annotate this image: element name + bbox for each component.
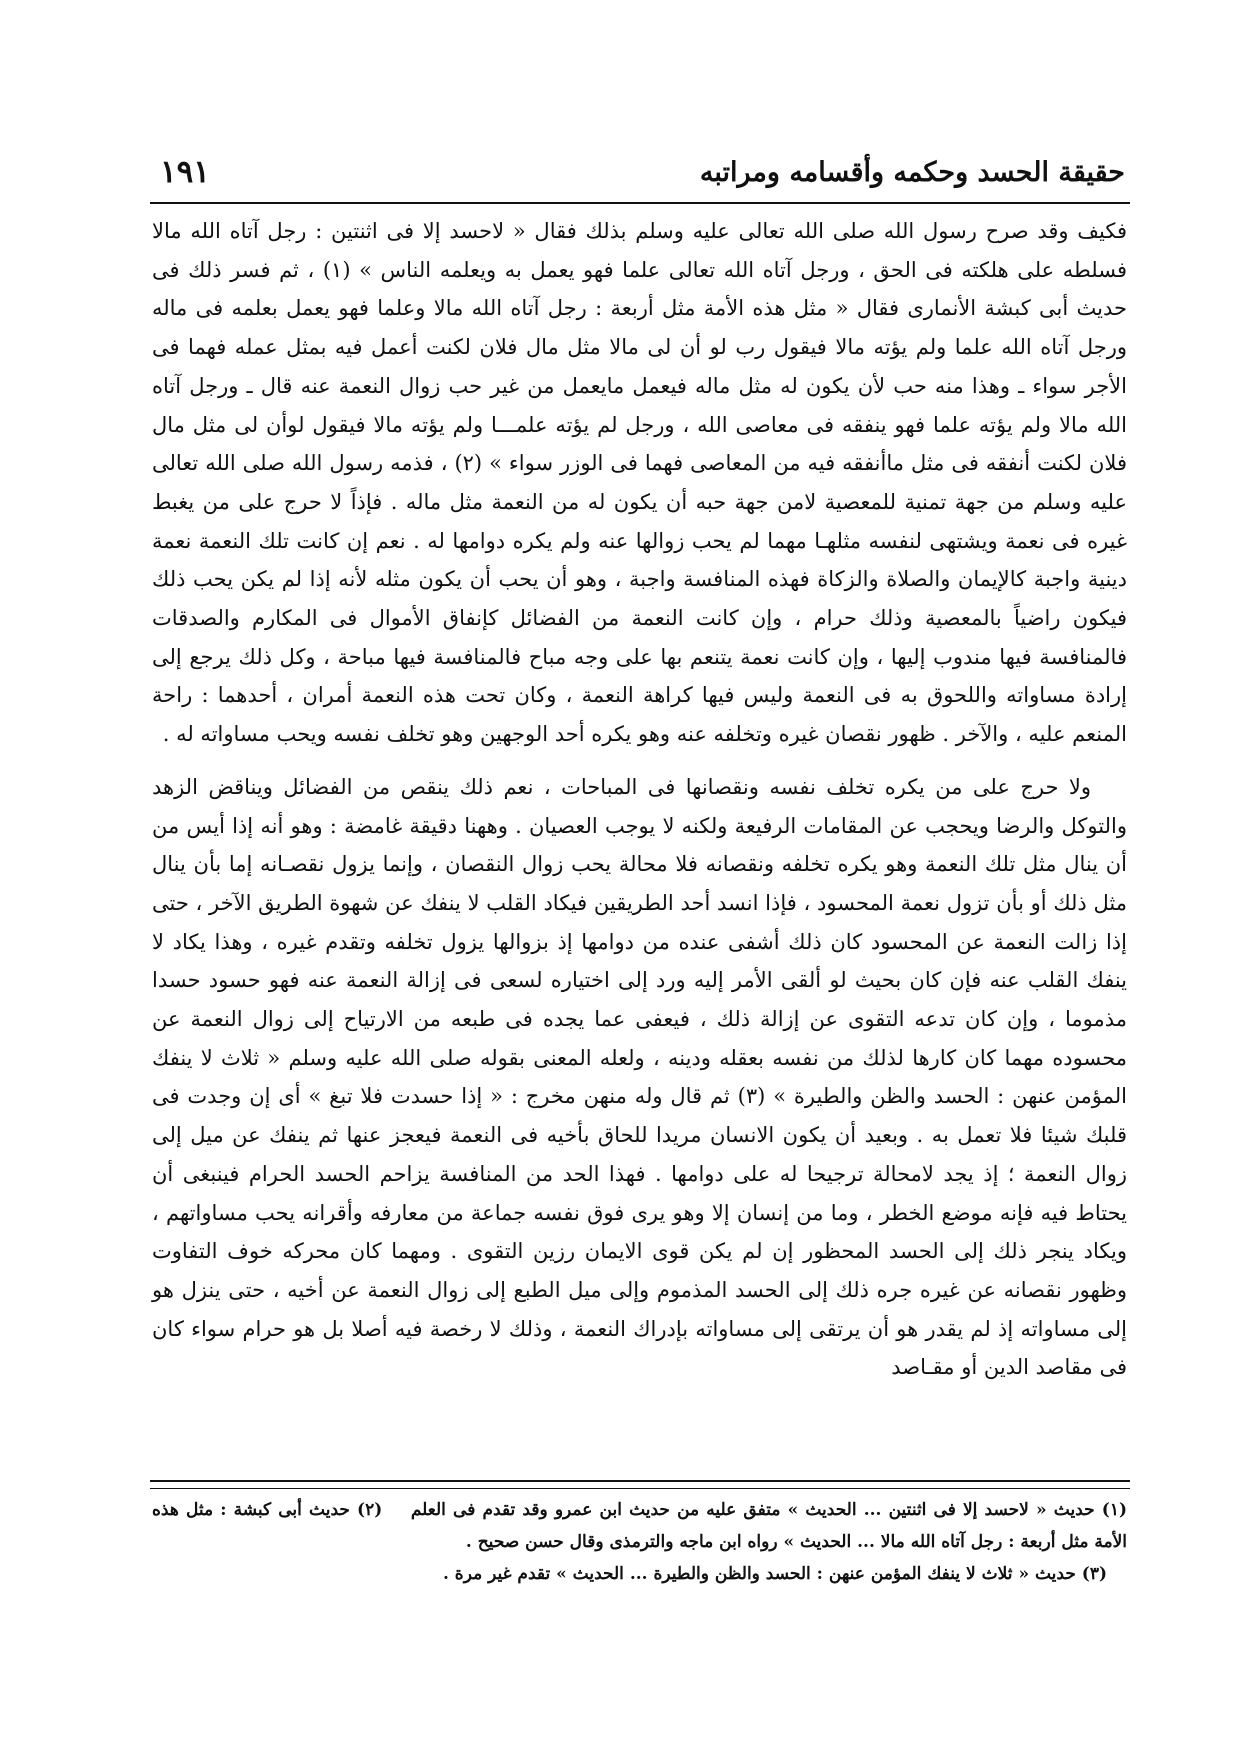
footnote-3: (٣) حديث « ثلاث لا ينفك المؤمن عنهن : الحسد والظن والطيرة ... الحديث » تقدم غير مرة . — [442, 1564, 1107, 1584]
page-header — [160, 148, 1125, 200]
running-title: حقيقة الحسد وحكمه وأقسامه ومراتبه — [699, 157, 1125, 188]
footnote-divider — [150, 1480, 1130, 1489]
header-divider — [150, 202, 1130, 204]
paragraph-1: فكيف وقد صرح رسول الله صلى الله تعالى عليه وسلم بذلك فقال « لاحسد إلا فى اثنتين : رجل آتاه الله مالا فسلطه على هلكته فى الحق ، ورجل آتاه الله تعالى علما فهو يعمل به ويعلمه الناس » (١) ، ثم فسر ذلك فى حديث أبى كبشة الأنمارى فقال « مثل هذه الأمة مثل أربعة : رجل آتاه الله مالا وعلما فهو يعمل بعلمه فى ماله ورجل آتاه الله علما ولم يؤته مالا فيقول رب لو أن لى مالا مثل مال فلان لكنت أعمل فيه بمثل عمله فهما فى الأجر سواء ـ وهذا منه حب لأن يكون له مثل ماله فيعمل مايعمل من غير حب زوال النعمة عنه قال ـ ورجل آتاه الله مالا ولم يؤته علما فهو ينفقه فى معاصى الله ، ورجل لم يؤته علمـــا ولم يؤته مالا فيقول لوأن لى مثل مال فلان لكنت أنفقه فى مثل ماأنفقه فيه من المعاصى فهما فى الوزر سواء » (٢) ، فذمه رسول الله صلى الله تعالى عليه وسلم من جهة تمنية للمعصية لامن جهة حبه أن يكون له من النعمة مثل ماله . فإذاً لا حرج على من يغبط غيره فى نعمة ويشتهى لنفسه مثلهـا مهما لم يحب زوالها عنه ولم يكره دوامها له . نعم إن كانت تلك النعمة نعمة دينية واجبة كالإيمان والصلاة والزكاة فهذه المنافسة واجبة ، وهو أن يحب أن يكون مثله لأنه إذا لم يكن يحب ذلك فيكون راضياً بالمعصية وذلك حرام ، وإن كانت النعمة من الفضائل كإنفاق الأموال فى المكارم والصدقات فالمنافسة فيها مندوب إليها ، وإن كانت نعمة يتنعم بها على وجه مباح فالمنافسة فيها مباحة ، وكل ذلك يرجع إلى إرادة مساواته واللحوق به فى النعمة وليس فيها كراهة النعمة ، وكان تحت هذه النعمة أمران ، أحدهما : راحة المنعم عليه ، والآخر . ظهور نقصان غيره وتخلفه عنه وهو يكره أحد الوجهين وهو تخلف نفسه ويحب مساواته له . — [152, 219, 1127, 747]
main-text — [152, 212, 1127, 1387]
footnote-1-and-2 — [152, 1494, 1127, 1558]
paragraph-2: ولا حرج على من يكره تخلف نفسه ونقصانها فى المباحات ، نعم ذلك ينقص من الفضائل ويناقض الزهد والتوكل والرضا ويحجب عن المقامات الرفيعة ولكنه لا يوجب العصيان . وههنا دقيقة غامضة : وهو أنه إذا أيس من أن ينال مثل تلك النعمة وهو يكره تخلفه ونقصانه فلا محالة يحب زوال النقصان ، وإنما يزول نقصـانه إما بأن ينال مثل ذلك أو بأن تزول نعمة المحسود ، فإذا انسد أحد الطريقين فيكاد القلب لا ينفك عن شهوة الطريق الآخر ، حتى إذا زالت النعمة عن المحسود كان ذلك أشفى عنده من دوامها إذ بزوالها يزول تخلفه وتقدم غيره ، وهذا يكاد لا ينفك القلب عنه فإن كان بحيث لو ألقى الأمر إليه ورد إلى اختياره لسعى فى إزالة النعمة عنه فهو حسود حسدا مذموما ، وإن كان تدعه التقوى عن إزالة ذلك ، فيعفى عما يجده فى طبعه من الارتياح إلى زوال النعمة عن محسوده مهما كان كارها لذلك من نفسه بعقله ودينه ، ولعله المعنى بقوله صلى الله عليه وسلم « ثلاث لا ينفك المؤمن عنهن : الحسد والظن والطيرة » (٣) ثم قال وله منهن مخرج : « إذا حسدت فلا تبغ » أى إن وجدت فى قلبك شيئا فلا تعمل به . وبعيد أن يكون الانسان مريدا للحاق بأخيه فى النعمة فيعجز عنها ثم ينفك عن ميل إلى زوال النعمة ؛ إذ يجد لامحالة ترجيحا له على دوامها . فهذا الحد من المنافسة يزاحم الحسد الحرام فينبغى أن يحتاط فيه فإنه موضع الخطر ، وما من إنسان إلا وهو يرى فوق نفسه جماعة من معارفه وأقرانه يحب مساواتهم ، ويكاد ينجر ذلك إلى الحسد المحظور إن لم يكن قوى الايمان رزين التقوى . ومهما كان محركه خوف التفاوت وظهور نقصانه عن غيره جره ذلك إلى الحسد المذموم وإلى ميل الطبع إلى زوال النعمة عن أخيه ، حتى ينزل هو إلى مساواته إذ لم يقدر هو أن يرتقى إلى مساواته بإدراك النعمة ، وذلك لا رخصة فيه أصلا بل هو حرام سواء كان فى مقاصد الدين أو مقـاصد — [152, 774, 1127, 1380]
footnote-2: (٢) حديث أبى كبشة : مثل هذه الأمة مثل أربعة : رجل آتاه الله مالا ... الحديث » رواه ابن ماجه والترمذى وقال حسن صحيح . — [152, 1500, 1127, 1552]
footnotes — [152, 1494, 1127, 1590]
footnote-1: (١) حديث « لاحسد إلا فى اثنتين ... الحديث » متفق عليه من حديث ابن عمرو وقد تقدم فى العلم — [410, 1500, 1127, 1520]
page-number: ١٩١ — [160, 154, 210, 190]
